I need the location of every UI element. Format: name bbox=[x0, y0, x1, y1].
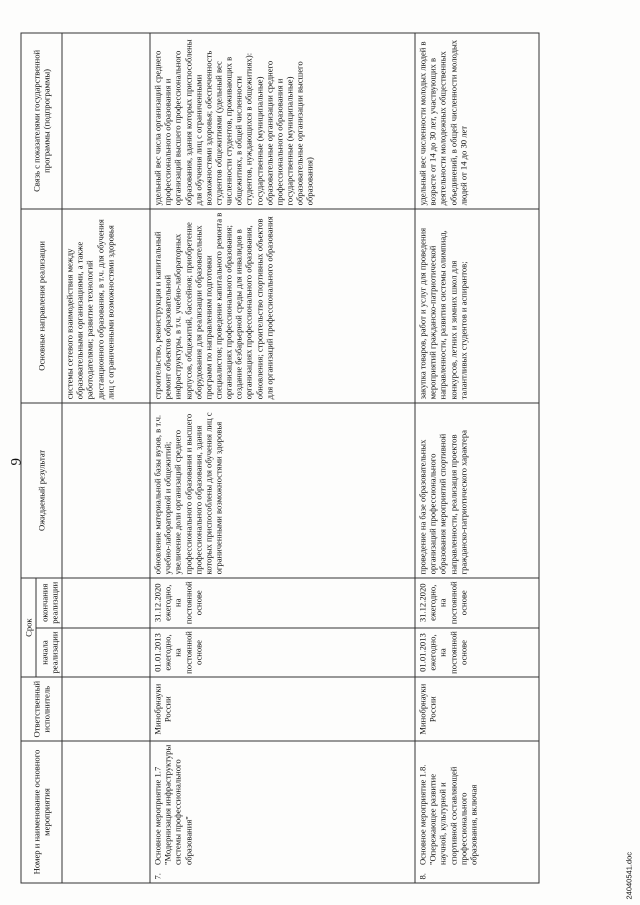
header-end: окончания реализации bbox=[36, 577, 62, 627]
end-cell: 31.12.2020 ежегодно, на постоянной основе bbox=[415, 577, 539, 627]
start-cell: 01.01.2013 ежегодно, на постоянной основе bbox=[150, 627, 415, 677]
link-cell: удельный вес численности молодых людей в возрасте от 14 до 30 лет, участвующих в деятельности молодежных общественных объединений, в общей численности молодых людей от 14 до 30 лет bbox=[415, 32, 539, 208]
measure-title: Основное мероприятие 1.7 "Модернизация инфраструктуры системы профессионального образования" bbox=[152, 744, 193, 865]
footer-document-code: 24040541.doc bbox=[624, 851, 633, 899]
header-main-directions: Основные направления реализации bbox=[21, 208, 62, 402]
header-program-link: Связь с показателями государственной программы (подпрограммы) bbox=[21, 32, 62, 208]
directions-cell: закупка товаров, работ и услуг для проведения мероприятий гражданско-патриотической направленности, развития системы олимпиад, конкурсов, летних и зимних школ для талантливых студентов и аспирантов; bbox=[415, 208, 539, 402]
result-cell: проведение на базе образовательных организаций профессионального образования мероприятий спортивной направленности, реализация проектов гражданско-патриотического характера bbox=[415, 402, 539, 577]
table-row bbox=[415, 32, 539, 882]
executor-cell: Минобрнауки России bbox=[415, 677, 539, 741]
measure-cell bbox=[415, 741, 539, 883]
program-measures-table bbox=[20, 32, 539, 883]
executor-cell: Минобрнауки России bbox=[150, 677, 415, 741]
start-cell: 01.01.2013 ежегодно, на постоянной основе bbox=[415, 627, 539, 677]
table-row bbox=[150, 32, 415, 882]
header-start: начала реализации bbox=[36, 627, 62, 677]
page-number: 9 bbox=[8, 457, 24, 465]
continuation-text: системы сетевого взаимодействия между образовательными организациями, а также работодателями; развитие технологий дистанционного образования, в т.ч. для обучения лиц с ограниченными возможностями здоровья bbox=[62, 208, 150, 402]
header-row-top bbox=[21, 32, 36, 882]
row-number: 7. bbox=[152, 872, 163, 879]
link-cell: удельный вес числа организаций среднего профессионального образования и организаций высшего профессионального образования, здания которых приспособлены для обучения лиц с ограниченными возможностями здоровья; обеспеченность студентов общежитиями (удельный вес численности студентов, проживающих в общежитиях, в общей численности студентов, нуждающихся в общежитиях): государственные (муниципальные) образовательные организации среднего профессионального образования и государственные (муниципальные) образовательные организации высшего образования) bbox=[150, 32, 415, 208]
header-expected-result: Ожидаемый результат bbox=[21, 402, 62, 577]
measure-title: Основное мероприятие 1.8. "Опережающее развитие научной, культурной и спортивной составляющей профессионального образования, включая bbox=[417, 764, 478, 865]
row-number: 8. bbox=[417, 872, 428, 879]
end-cell: 31.12.2020 ежегодно, на постоянной основе bbox=[150, 577, 415, 627]
header-executor: Ответственный исполнитель bbox=[21, 677, 62, 741]
directions-cell: строительство, реконструкция и капитальный ремонт объектов образовательной инфраструктуры, в т.ч. учебно-лабораторных корпусов, общежитий, бассейнов; приобретение оборудования для реализации образовательных программ по направлениям подготовки специалистов; проведение капитального ремонта в организациях профессионального образования; создание безбарьерной среды для инвалидов в организациях профессионального образования, обновления; строительство спортивных объектов для организаций профессионального образования bbox=[150, 208, 415, 402]
measure-cell bbox=[150, 741, 415, 883]
header-term: Срок bbox=[21, 577, 36, 677]
result-cell: обновление материальной базы вузов, в т.ч. учебно-лабораторной и общежитий; увеличение доли организаций среднего профессионального образования и высшего профессионального образования, здания которых приспособлены для обучения лиц с ограниченными возможностями здоровья bbox=[150, 402, 415, 577]
header-number-name: Номер и наименование основного мероприятия bbox=[21, 741, 62, 883]
continuation-row bbox=[62, 32, 150, 882]
